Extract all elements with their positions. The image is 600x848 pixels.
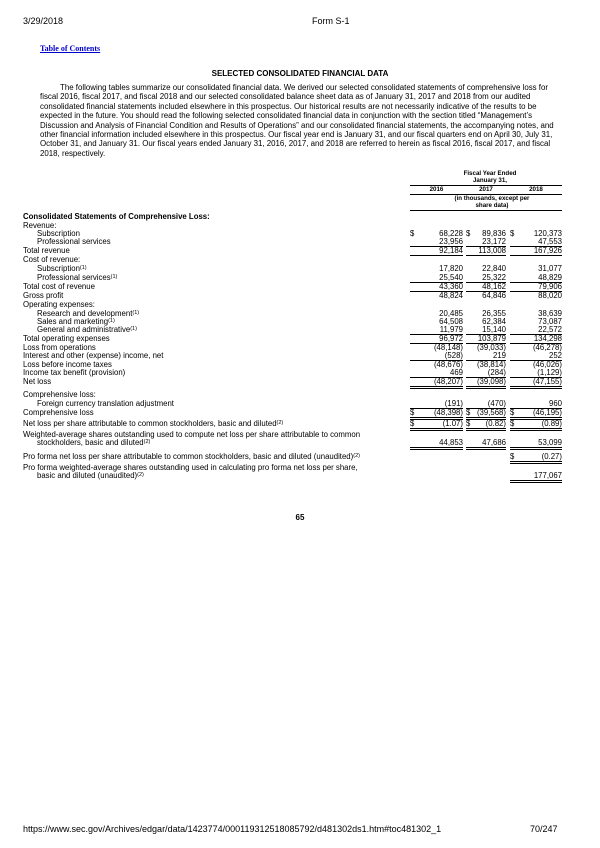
- footnote-ref: (2): [137, 472, 144, 478]
- dollar-sign: $: [510, 229, 515, 238]
- footer-url[interactable]: https://www.sec.gov/Archives/edgar/data/1423774/000119312518085792/d481302ds1.htm#toc481302_1: [23, 824, 442, 834]
- cell-value: 11,979: [439, 325, 463, 334]
- dollar-sign: $: [466, 408, 471, 417]
- cell-value: (0.27): [541, 452, 562, 461]
- footer-page: 70/247: [530, 824, 558, 834]
- footnote-ref: (1): [110, 274, 118, 280]
- cell-value: 134,298: [533, 334, 562, 343]
- row-label: Research and development$^{(1)}$: [37, 309, 140, 318]
- dollar-sign: $: [410, 408, 415, 417]
- cell-value: (1,129): [537, 368, 562, 377]
- cell-value: 25,322: [482, 273, 506, 282]
- cell-value: 22,840: [482, 264, 506, 273]
- row-label: Professional services$^{(1)}$: [37, 273, 118, 282]
- row-label: Pro forma net loss per share attributable to common stockholders, basic and diluted (unaudited)$^{(2)}$: [23, 452, 360, 461]
- cell-value: 38,639: [538, 309, 562, 318]
- cell-value: 15,140: [482, 325, 506, 334]
- row-label: Comprehensive loss:: [23, 390, 96, 399]
- row-label: Cost of revenue:: [23, 255, 81, 264]
- cell-value: 219: [492, 351, 506, 360]
- footnote-ref: (1): [108, 318, 115, 324]
- cell-value: 79,906: [538, 282, 562, 291]
- cell-value: 113,008: [478, 246, 506, 255]
- cell-value: 20,485: [439, 309, 463, 318]
- row-label: Weighted-average shares outstanding used to compute net loss per share attributable to common: [23, 430, 361, 439]
- dollar-sign: $: [510, 408, 515, 417]
- cell-value: (46,195): [532, 408, 562, 417]
- cell-rule: [410, 447, 463, 450]
- cell-value: (38,814): [476, 360, 506, 369]
- cell-value: 469: [449, 368, 463, 377]
- cell-value: 25,540: [439, 273, 463, 282]
- cell-value: (1.07): [442, 419, 463, 428]
- row-label: Sales and marketing$^{(1)}$: [37, 317, 115, 326]
- cell-value: 64,508: [439, 317, 463, 326]
- cell-value: 53,099: [538, 438, 562, 447]
- cell-value: 17,820: [439, 264, 463, 273]
- year-header-2017: 2017: [479, 186, 493, 193]
- cell-value: (47,155): [532, 377, 562, 386]
- cell-value: 120,373: [533, 229, 562, 238]
- cell-rule: [410, 255, 463, 256]
- table-of-contents-link[interactable]: Table of Contents: [40, 44, 101, 53]
- cell-value: (48,207): [433, 377, 463, 386]
- row-label: Total cost of revenue: [23, 282, 95, 291]
- footnote-ref: (1): [79, 265, 87, 271]
- cell-rule: [410, 386, 463, 389]
- row-label: Total revenue: [23, 246, 70, 255]
- cell-value: 48,162: [482, 282, 506, 291]
- cell-value: 64,846: [482, 291, 506, 300]
- cell-value: 47,686: [482, 438, 506, 447]
- row-label: Gross profit: [23, 291, 64, 300]
- cell-value: 23,172: [482, 237, 506, 246]
- cell-value: 92,184: [439, 246, 463, 255]
- row-label: Comprehensive loss: [23, 408, 94, 417]
- cell-value: (48,148): [433, 343, 463, 352]
- cell-value: 89,836: [482, 229, 506, 238]
- cell-value: 31,077: [538, 264, 562, 273]
- cell-value: 62,384: [482, 317, 506, 326]
- intro-text: The following tables summarize our consolidated financial data. We derived our selected consolidated statements of comprehensive loss for fiscal 2016, fiscal 2017, and fiscal 2018 and our selected consolidated balance sheet data as of January 31, 2017 and 2018 from our audited consolidated financial statements included elsewhere in this prospectus. Our historical results are not necessarily indicative of the results to be expected in the future. You should read the following selected consolidated financial data in conjunction with the section titled “Management’s Discussion and Analysis of Financial Condition and Results of Operations” and our consolidated financial statements, the accompanying notes, and other financial information included elsewhere in this prospectus. Our fiscal year end is January 31, and our fiscal quarters end on April 30, July 31, October 31, and January 31. Our fiscal years ended January 31, 2016, 2017, and 2018 are referred to herein as fiscal 2016, fiscal 2017, and fiscal 2018, respectively.: [40, 83, 554, 158]
- cell-value: 252: [548, 351, 562, 360]
- cell-value: 48,824: [439, 291, 463, 300]
- footnote-ref: (2): [353, 453, 360, 459]
- cell-rule: [510, 255, 562, 256]
- cell-rule: [466, 447, 506, 450]
- units-note: (in thousands, except per share data): [454, 195, 530, 209]
- cell-value: 96,972: [439, 334, 463, 343]
- cell-value: (0.82): [485, 419, 506, 428]
- cell-value: (528): [444, 351, 463, 360]
- row-label: Operating expenses:: [23, 300, 95, 309]
- cell-value: (39,568): [476, 408, 506, 417]
- row-label: Net loss: [23, 377, 52, 386]
- cell-value: (39,033): [476, 343, 506, 352]
- cell-rule: [466, 386, 506, 389]
- cell-value: (48,398): [433, 408, 463, 417]
- cell-value: 960: [548, 399, 562, 408]
- header-date: 3/29/2018: [23, 16, 64, 26]
- footnote-ref: (2): [276, 420, 284, 426]
- cell-value: 47,553: [538, 237, 562, 246]
- dollar-sign: $: [510, 452, 515, 461]
- cell-value: (46,278): [532, 343, 562, 352]
- row-label: Loss before income taxes: [23, 360, 112, 369]
- period-header: Fiscal Year Ended January 31,: [463, 170, 517, 184]
- row-label: Loss from operations: [23, 343, 96, 352]
- cell-value: 43,360: [439, 282, 463, 291]
- footnote-ref: (2): [143, 439, 151, 445]
- cell-value: (39,098): [476, 377, 506, 386]
- cell-value: 88,020: [538, 291, 562, 300]
- row-label: Professional services: [37, 237, 111, 246]
- cell-value: (0.89): [541, 419, 562, 428]
- row-label: Interest and other (expense) income, net: [23, 351, 164, 360]
- cell-rule: [466, 428, 506, 431]
- cell-rule: [510, 461, 562, 464]
- cell-rule: [466, 255, 506, 256]
- cell-value: 44,853: [439, 438, 463, 447]
- cell-value: 22,572: [538, 325, 562, 334]
- row-label: General and administrative$^{(1)}$: [37, 325, 137, 334]
- row-label: Foreign currency translation adjustment: [37, 399, 174, 408]
- dollar-sign: $: [466, 419, 471, 428]
- cell-value: 177,067: [533, 471, 562, 480]
- dollar-sign: $: [510, 419, 515, 428]
- row-label: stockholders, basic and diluted$^{(2)}$: [37, 438, 151, 447]
- dollar-sign: $: [466, 229, 471, 238]
- cell-value: 103,879: [477, 334, 506, 343]
- page-number: 65: [295, 513, 305, 522]
- row-label: Revenue:: [23, 221, 57, 230]
- cell-rule: [510, 480, 562, 483]
- cell-value: 167,926: [533, 246, 562, 255]
- header-form: Form S-1: [312, 16, 350, 26]
- cell-value: (470): [487, 399, 506, 408]
- year-header-2018: 2018: [529, 186, 543, 193]
- row-label: basic and diluted (unaudited)$^{(2)}$: [37, 471, 144, 480]
- row-label: Subscription$^{(1)}$: [37, 264, 87, 273]
- cell-value: 73,087: [538, 317, 562, 326]
- cell-rule: [510, 428, 562, 431]
- cell-value: (48,676): [433, 360, 463, 369]
- cell-value: (191): [444, 399, 463, 408]
- row-label: Subscription: [37, 229, 80, 238]
- cell-value: (284): [487, 368, 506, 377]
- row-label: Total operating expenses: [23, 334, 110, 343]
- row-label: Income tax benefit (provision): [23, 368, 126, 377]
- footnote-ref: (1): [130, 326, 137, 332]
- cell-value: 68,228: [439, 229, 463, 238]
- cell-value: (46,026): [532, 360, 562, 369]
- section-title: SELECTED CONSOLIDATED FINANCIAL DATA: [211, 69, 389, 78]
- footnote-ref: (1): [132, 310, 140, 316]
- dollar-sign: $: [410, 419, 415, 428]
- cell-rule: [510, 386, 562, 389]
- row-label: Net loss per share attributable to common stockholders, basic and diluted$^{(2)}$: [23, 419, 284, 428]
- cell-rule: [510, 447, 562, 450]
- year-header-2016: 2016: [429, 186, 444, 193]
- cell-value: 48,829: [538, 273, 562, 282]
- cell-rule: [410, 428, 463, 431]
- cell-value: 26,355: [482, 309, 506, 318]
- dollar-sign: $: [410, 229, 415, 238]
- cell-value: 23,956: [439, 237, 463, 246]
- row-label: Pro forma weighted-average shares outstanding used in calculating pro forma net loss per share,: [23, 463, 358, 472]
